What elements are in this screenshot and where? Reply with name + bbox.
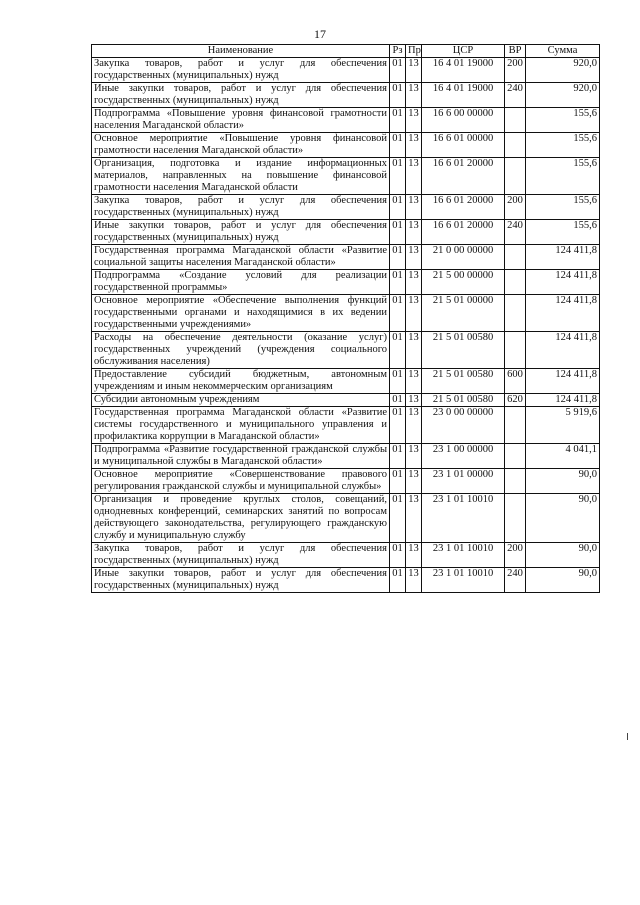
cell-pr: 13 [406,220,422,245]
cell-vr: 240 [505,220,526,245]
cell-rz: 01 [390,332,406,369]
cell-name: Организация и проведение круглых столов, совещаний, однодневных конференций, семинарских занятий по вопросам действующего законодательства, регулирующего гражданскую службу и муниципальную службу [92,494,390,543]
cell-name: Субсидии автономным учреждениям [92,394,390,407]
cell-sum: 155,6 [526,158,600,195]
cell-sum: 124 411,8 [526,332,600,369]
table-row [92,394,600,407]
cell-csr: 16 4 01 19000 [422,83,505,108]
cell-vr [505,270,526,295]
cell-pr: 13 [406,407,422,444]
table-row [92,58,600,83]
cell-rz: 01 [390,195,406,220]
cell-pr: 13 [406,195,422,220]
table-row [92,83,600,108]
table-row [92,295,600,332]
cell-csr: 21 5 01 00580 [422,394,505,407]
cell-rz: 01 [390,394,406,407]
table-row [92,407,600,444]
cell-vr [505,245,526,270]
table-row [92,332,600,369]
cell-rz: 01 [390,133,406,158]
cell-rz: 01 [390,295,406,332]
cell-name: Предоставление субсидий бюджетным, автономным учреждениям и иным некоммерческим организациям [92,369,390,394]
cell-rz: 01 [390,407,406,444]
cell-sum: 124 411,8 [526,394,600,407]
cell-sum: 155,6 [526,108,600,133]
cell-name: Иные закупки товаров, работ и услуг для обеспечения государственных (муниципальных) нужд [92,568,390,593]
cell-sum: 920,0 [526,58,600,83]
cell-csr: 23 0 00 00000 [422,407,505,444]
cell-pr: 13 [406,245,422,270]
cell-csr: 23 1 01 10010 [422,568,505,593]
cell-csr: 21 0 00 00000 [422,245,505,270]
cell-pr: 13 [406,394,422,407]
cell-sum: 124 411,8 [526,245,600,270]
cell-name: Организация, подготовка и издание информационных материалов, направленных на повышение финансовой грамотности населения Магаданской области [92,158,390,195]
table-body [92,58,600,593]
header-csr: ЦСР [422,45,505,58]
cell-pr: 13 [406,332,422,369]
cell-pr: 13 [406,133,422,158]
cell-vr [505,494,526,543]
table-row [92,158,600,195]
cell-vr [505,407,526,444]
cell-pr: 13 [406,83,422,108]
cell-name: Основное мероприятие «Обеспечение выполнения функций государственными органами и находящимися в их ведении государственными учреждениями» [92,295,390,332]
cell-pr: 13 [406,270,422,295]
cell-pr: 13 [406,543,422,568]
cell-csr: 23 1 01 10010 [422,494,505,543]
cell-pr: 13 [406,494,422,543]
cell-csr: 16 6 01 20000 [422,195,505,220]
cell-name: Подпрограмма «Развитие государственной гражданской службы и муниципальной службы в Магаданской области» [92,444,390,469]
cell-vr [505,332,526,369]
cell-rz: 01 [390,108,406,133]
cell-vr: 240 [505,568,526,593]
cell-name: Государственная программа Магаданской области «Развитие системы государственного и муниципального управления и профилактика коррупции в Магаданской области» [92,407,390,444]
cell-vr: 200 [505,195,526,220]
cell-rz: 01 [390,158,406,195]
cell-sum: 90,0 [526,543,600,568]
cell-csr: 21 5 01 00000 [422,295,505,332]
cell-sum: 124 411,8 [526,295,600,332]
cell-vr: 200 [505,58,526,83]
table-row [92,444,600,469]
cell-csr: 16 4 01 19000 [422,58,505,83]
cell-vr [505,133,526,158]
cell-vr: 620 [505,394,526,407]
cell-csr: 21 5 01 00580 [422,369,505,394]
cell-pr: 13 [406,444,422,469]
cell-sum: 90,0 [526,469,600,494]
cell-pr: 13 [406,158,422,195]
cell-csr: 16 6 01 20000 [422,220,505,245]
cell-csr: 21 5 00 00000 [422,270,505,295]
cell-rz: 01 [390,83,406,108]
cell-vr: 600 [505,369,526,394]
cell-name: Подпрограмма «Создание условий для реализации государственной программы» [92,270,390,295]
page-number: 17 [314,27,326,41]
cell-sum: 920,0 [526,83,600,108]
table-row [92,543,600,568]
table-row [92,220,600,245]
cell-csr: 16 6 01 20000 [422,158,505,195]
cell-sum: 155,6 [526,195,600,220]
table-row [92,195,600,220]
table-row [92,108,600,133]
cell-name: Иные закупки товаров, работ и услуг для обеспечения государственных (муниципальных) нужд [92,220,390,245]
cell-rz: 01 [390,543,406,568]
cell-sum: 155,6 [526,133,600,158]
table-row [92,270,600,295]
cell-name: Закупка товаров, работ и услуг для обеспечения государственных (муниципальных) нужд [92,58,390,83]
cell-csr: 16 6 01 00000 [422,133,505,158]
table-row [92,568,600,593]
cell-rz: 01 [390,245,406,270]
cell-name: Основное мероприятие «Совершенствование правового регулирования гражданской службы и муниципальной службы» [92,469,390,494]
cell-rz: 01 [390,58,406,83]
cell-vr [505,469,526,494]
table-row [92,469,600,494]
cell-vr [505,444,526,469]
header-sum: Сумма [526,45,600,58]
table-row [92,133,600,158]
cell-pr: 13 [406,369,422,394]
cell-rz: 01 [390,568,406,593]
cell-rz: 01 [390,270,406,295]
cell-vr: 240 [505,83,526,108]
cell-vr [505,295,526,332]
cell-pr: 13 [406,108,422,133]
cell-sum: 5 919,6 [526,407,600,444]
cell-csr: 21 5 01 00580 [422,332,505,369]
cell-vr: 200 [505,543,526,568]
margin-mark [627,733,628,740]
cell-vr [505,108,526,133]
cell-pr: 13 [406,469,422,494]
cell-sum: 90,0 [526,494,600,543]
cell-name: Государственная программа Магаданской области «Развитие социальной защиты населения Магаданской области» [92,245,390,270]
cell-csr: 23 1 01 00000 [422,469,505,494]
table-row [92,494,600,543]
cell-pr: 13 [406,568,422,593]
header-vr: ВР [505,45,526,58]
table-row [92,369,600,394]
cell-sum: 4 041,1 [526,444,600,469]
cell-rz: 01 [390,444,406,469]
cell-rz: 01 [390,369,406,394]
table-header-row [92,45,600,58]
cell-name: Расходы на обеспечение деятельности (оказание услуг) государственных учреждений (учреждения социального обслуживания населения) [92,332,390,369]
cell-name: Иные закупки товаров, работ и услуг для обеспечения государственных (муниципальных) нужд [92,83,390,108]
cell-rz: 01 [390,494,406,543]
cell-name: Закупка товаров, работ и услуг для обеспечения государственных (муниципальных) нужд [92,195,390,220]
budget-table [91,44,600,593]
cell-csr: 16 6 00 00000 [422,108,505,133]
header-pr: Пр [406,45,422,58]
cell-name: Закупка товаров, работ и услуг для обеспечения государственных (муниципальных) нужд [92,543,390,568]
cell-name: Подпрограмма «Повышение уровня финансовой грамотности населения Магаданской области» [92,108,390,133]
cell-name: Основное мероприятие «Повышение уровня финансовой грамотности населения Магаданской области» [92,133,390,158]
cell-pr: 13 [406,295,422,332]
cell-rz: 01 [390,469,406,494]
cell-vr [505,158,526,195]
cell-csr: 23 1 01 10010 [422,543,505,568]
header-name: Наименование [92,45,390,58]
cell-sum: 124 411,8 [526,369,600,394]
header-rz: Рз [390,45,406,58]
cell-csr: 23 1 00 00000 [422,444,505,469]
cell-sum: 155,6 [526,220,600,245]
cell-rz: 01 [390,220,406,245]
table-row [92,245,600,270]
cell-sum: 90,0 [526,568,600,593]
cell-sum: 124 411,8 [526,270,600,295]
cell-pr: 13 [406,58,422,83]
